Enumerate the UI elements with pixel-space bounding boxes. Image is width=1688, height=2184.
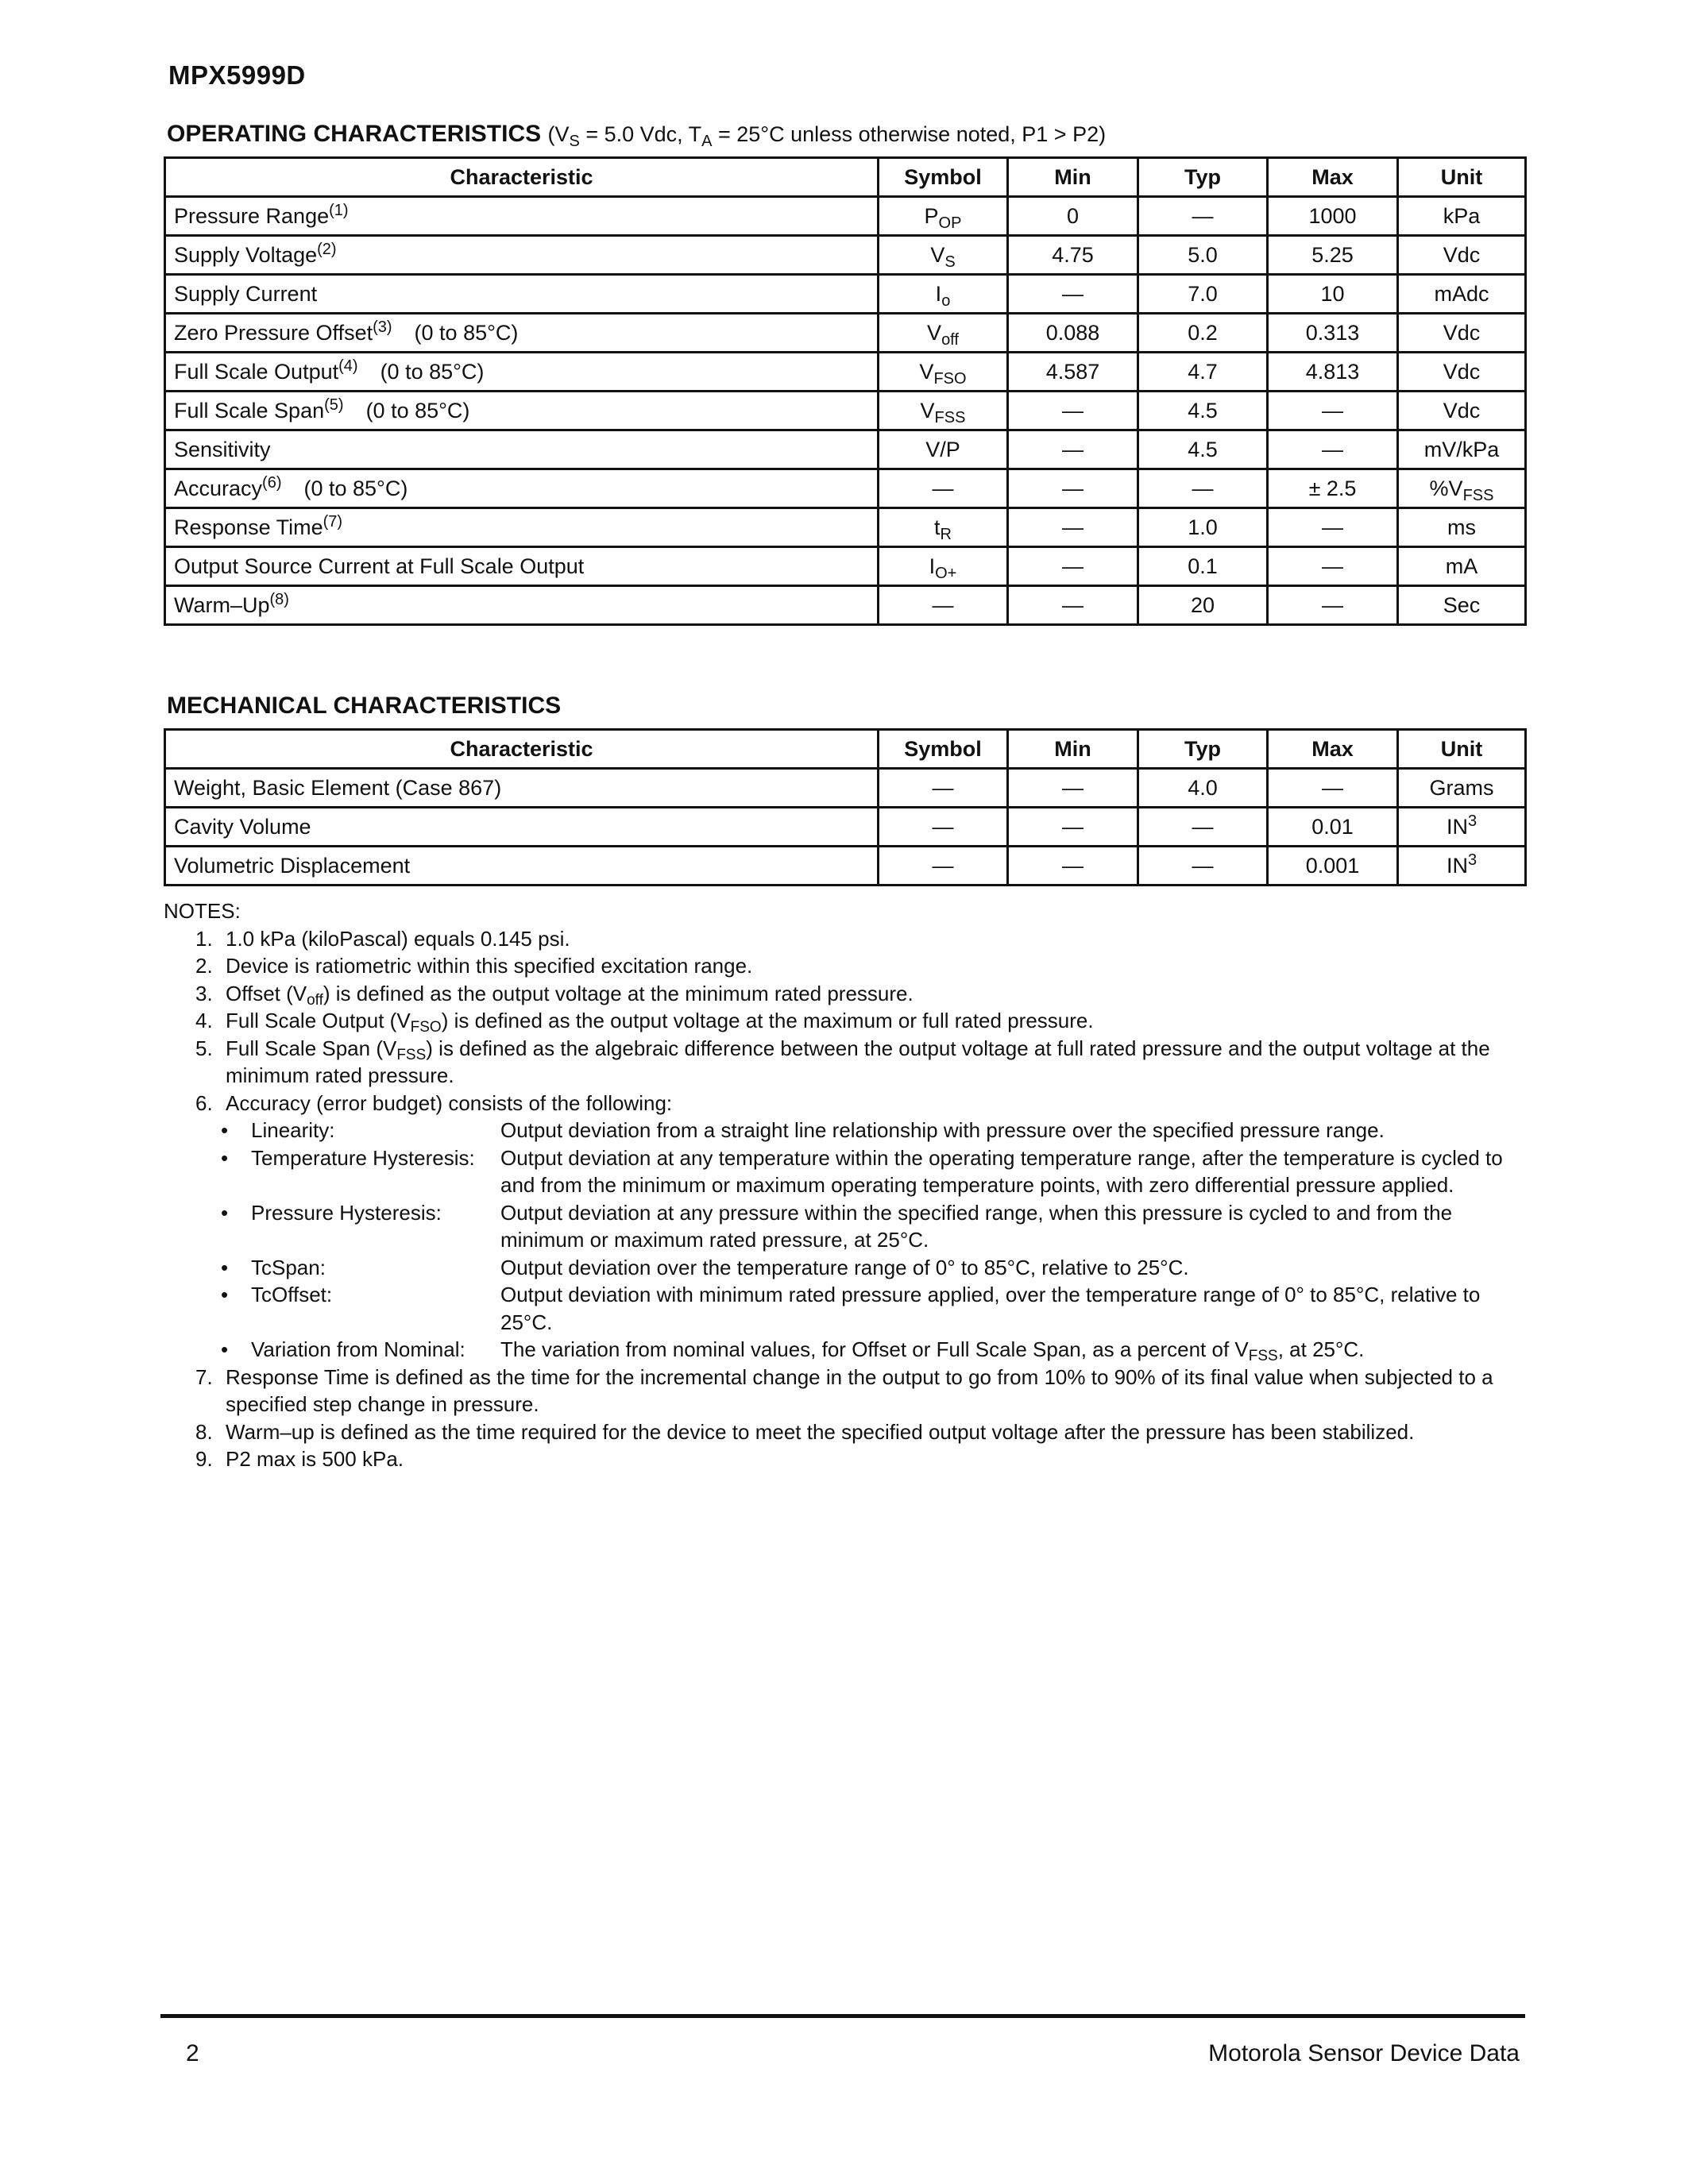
unit-cell: mAdc	[1398, 275, 1526, 314]
symbol-cell: —	[879, 469, 1008, 508]
note-8: 8. Warm–up is defined as the time required for the device to meet the specified output voltage after the pressure has been stabilized.	[195, 1419, 1415, 1444]
symbol-cell: $I_o$	[879, 275, 1008, 314]
accuracy-description: Output deviation over the temperature range of 0° to 85°C, relative to 25°C.	[500, 1255, 1189, 1279]
notes-section	[164, 897, 1530, 1473]
max-cell: —	[1268, 430, 1398, 469]
characteristic-cell: Warm–Up$^{(8)}$	[165, 586, 879, 625]
max-cell: —	[1268, 586, 1398, 625]
accuracy-nominal-list	[164, 1336, 1530, 1364]
symbol-cell: —	[879, 847, 1008, 886]
note-4: 4. Full Scale Output $(V_{FSO})$ is defined as the output voltage at the maximum or full rated pressure.	[195, 1009, 1094, 1036]
note-6: 6. Accuracy (error budget) consists of the following:	[195, 1090, 673, 1115]
characteristic-cell: Cavity Volume	[165, 808, 879, 847]
column-header: Max	[1268, 158, 1398, 197]
note-2: 2. Device is ratiometric within this specified excitation range.	[195, 954, 753, 978]
min-cell: —	[1008, 769, 1138, 808]
accuracy-description: Output deviation with minimum rated pressure applied, over the temperature range of 0° to 85°C, relative to 25°C.	[500, 1283, 1481, 1334]
table-header-row	[165, 730, 1526, 769]
table-row	[165, 392, 1526, 430]
unit-cell: $\%V_{FSS}$	[1398, 469, 1526, 508]
unit-cell: ms	[1398, 508, 1526, 547]
operating-conditions: ($V_S = 5.0$ Vdc, $T_A = 25^\circ C$ unless otherwise noted, P1 > P2)	[547, 122, 1107, 150]
symbol-cell: $P_{OP}$	[879, 197, 1008, 236]
max-cell: 5.25	[1268, 236, 1398, 275]
characteristic-cell: Full Scale Span$^{(5)}$ (0 to 85°C)	[165, 392, 879, 430]
notes-list	[164, 925, 1530, 1117]
column-header: Characteristic	[165, 158, 879, 197]
table-row	[165, 275, 1526, 314]
accuracy-term: Variation from Nominal:	[251, 1337, 465, 1361]
mechanical-characteristics-heading: MECHANICAL CHARACTERISTICS	[167, 693, 562, 719]
notes-list-continued	[164, 1364, 1530, 1473]
typ-cell: —	[1138, 469, 1268, 508]
symbol-cell: —	[879, 808, 1008, 847]
typ-cell: 1.0	[1138, 508, 1268, 547]
unit-cell: Vdc	[1398, 236, 1526, 275]
max-cell: —	[1268, 508, 1398, 547]
accuracy-item-nominal	[164, 1336, 1530, 1364]
typ-cell: 7.0	[1138, 275, 1268, 314]
bullet-dot: •	[221, 1283, 229, 1306]
accuracy-item	[164, 1281, 1530, 1336]
symbol-cell: —	[879, 586, 1008, 625]
typ-cell: —	[1138, 197, 1268, 236]
max-cell: 1000	[1268, 197, 1398, 236]
mechanical-characteristics-table	[164, 728, 1527, 886]
unit-cell: Vdc	[1398, 314, 1526, 353]
min-cell: 4.75	[1008, 236, 1138, 275]
unit-cell: Vdc	[1398, 392, 1526, 430]
table-row	[165, 547, 1526, 586]
characteristic-cell: Supply Voltage$^{(2)}$	[165, 236, 879, 275]
footer-divider	[160, 2014, 1525, 2018]
table-row	[165, 430, 1526, 469]
characteristic-cell: Response Time$^{(7)}$	[165, 508, 879, 547]
characteristic-cell: Pressure Range$^{(1)}$	[165, 197, 879, 236]
note-1: 1. 1.0 kPa (kiloPascal) equals 0.145 psi.	[195, 926, 570, 951]
typ-cell: 4.7	[1138, 353, 1268, 392]
min-cell: —	[1008, 275, 1138, 314]
symbol-cell: $I_{O+}$	[879, 547, 1008, 586]
operating-characteristics-heading	[167, 121, 1106, 151]
characteristic-cell: Supply Current	[165, 275, 879, 314]
notes-title: NOTES:	[164, 899, 241, 923]
note-9: 9. P2 max is 500 kPa.	[195, 1447, 404, 1471]
typ-cell: 5.0	[1138, 236, 1268, 275]
characteristic-cell: Full Scale Output$^{(4)}$ (0 to 85°C)	[165, 353, 879, 392]
accuracy-term: TcSpan:	[251, 1255, 326, 1279]
symbol-cell: $V_{off}$	[879, 314, 1008, 353]
accuracy-description: Output deviation from a straight line relationship with pressure over the specified pressure range.	[500, 1118, 1385, 1142]
accuracy-components-list	[164, 1117, 1530, 1336]
min-cell: —	[1008, 586, 1138, 625]
accuracy-description: The variation from nominal values, for Offset or Full Scale Span, as a percent of $V_{FSS}$, at 25°C.	[500, 1337, 1365, 1364]
symbol-cell: $V_S$	[879, 236, 1008, 275]
note-7: 7. Response Time is defined as the time for the incremental change in the output to go from 10% to 90% of its final value when subjected to a specified step change in pressure.	[195, 1364, 1493, 1416]
unit-cell: mV/kPa	[1398, 430, 1526, 469]
operating-heading-text: OPERATING CHARACTERISTICS	[167, 121, 542, 147]
bullet-dot: •	[221, 1337, 229, 1361]
symbol-cell: —	[879, 769, 1008, 808]
min-cell: 0	[1008, 197, 1138, 236]
min-cell: —	[1008, 430, 1138, 469]
typ-cell: —	[1138, 847, 1268, 886]
note-3: 3. Offset $(V_{off})$ is defined as the output voltage at the minimum rated pressure.	[195, 981, 914, 1009]
unit-cell: Vdc	[1398, 353, 1526, 392]
min-cell: —	[1008, 808, 1138, 847]
unit-cell: mA	[1398, 547, 1526, 586]
unit-cell: $IN^3$	[1398, 808, 1526, 847]
table-row	[165, 314, 1526, 353]
column-header: Typ	[1138, 730, 1268, 769]
typ-cell: 4.5	[1138, 392, 1268, 430]
max-cell: —	[1268, 392, 1398, 430]
max-cell: 4.813	[1268, 353, 1398, 392]
accuracy-term: Pressure Hysteresis:	[251, 1200, 442, 1225]
min-cell: —	[1008, 847, 1138, 886]
characteristic-cell: Sensitivity	[165, 430, 879, 469]
page-number: 2	[186, 2040, 199, 2066]
operating-characteristics-table	[164, 156, 1527, 626]
accuracy-description: Output deviation at any temperature within the operating temperature range, after the temperature is cycled to and from the minimum or maximum operating temperature points, with zero differential pressure applied.	[500, 1145, 1503, 1197]
min-cell: —	[1008, 469, 1138, 508]
table-row	[165, 236, 1526, 275]
unit-cell: $IN^3$	[1398, 847, 1526, 886]
max-cell: 0.313	[1268, 314, 1398, 353]
accuracy-term: Temperature Hysteresis:	[251, 1145, 475, 1170]
accuracy-term: TcOffset:	[251, 1283, 333, 1306]
column-header: Min	[1008, 158, 1138, 197]
typ-cell: 20	[1138, 586, 1268, 625]
symbol-cell: $V_{FSO}$	[879, 353, 1008, 392]
max-cell: —	[1268, 769, 1398, 808]
column-header: Max	[1268, 730, 1398, 769]
operating-table-body	[165, 197, 1526, 625]
max-cell: —	[1268, 547, 1398, 586]
table-row	[165, 469, 1526, 508]
max-cell: 0.01	[1268, 808, 1398, 847]
max-cell: 0.001	[1268, 847, 1398, 886]
publication-name: Motorola Sensor Device Data	[1208, 2040, 1520, 2066]
table-row	[165, 508, 1526, 547]
accuracy-item	[164, 1254, 1530, 1282]
symbol-cell: $V_{FSS}$	[879, 392, 1008, 430]
unit-cell: Grams	[1398, 769, 1526, 808]
max-cell: ± 2.5	[1268, 469, 1398, 508]
column-header: Unit	[1398, 158, 1526, 197]
characteristic-cell: Output Source Current at Full Scale Output	[165, 547, 879, 586]
typ-cell: —	[1138, 808, 1268, 847]
accuracy-item	[164, 1117, 1530, 1144]
bullet-dot: •	[221, 1200, 229, 1225]
characteristic-cell: Accuracy$^{(6)}$ (0 to 85°C)	[165, 469, 879, 508]
typ-cell: 0.1	[1138, 547, 1268, 586]
table-row	[165, 197, 1526, 236]
bullet-dot: •	[221, 1145, 229, 1170]
document-title: MPX5999D	[168, 60, 306, 90]
characteristic-cell: Zero Pressure Offset$^{(3)}$ (0 to 85°C)	[165, 314, 879, 353]
column-header: Typ	[1138, 158, 1268, 197]
column-header: Unit	[1398, 730, 1526, 769]
max-cell: 10	[1268, 275, 1398, 314]
note-5: 5. Full Scale Span $(V_{FSS})$ is defined as the algebraic difference between the output voltage at full rated pressure and the output voltage at the minimum rated pressure.	[195, 1036, 1490, 1087]
characteristic-cell: Weight, Basic Element (Case 867)	[165, 769, 879, 808]
bullet-dot: •	[221, 1118, 229, 1142]
accuracy-item	[164, 1199, 1530, 1254]
bullet-dot: •	[221, 1255, 229, 1279]
typ-cell: 4.0	[1138, 769, 1268, 808]
accuracy-description: Output deviation at any pressure within the specified range, when this pressure is cycled to and from the minimum or maximum rated pressure, at 25°C.	[500, 1200, 1453, 1252]
unit-cell: Sec	[1398, 586, 1526, 625]
table-row	[165, 586, 1526, 625]
unit-cell: kPa	[1398, 197, 1526, 236]
table-row	[165, 769, 1526, 808]
characteristic-cell: Volumetric Displacement	[165, 847, 879, 886]
column-header: Symbol	[879, 158, 1008, 197]
typ-cell: 4.5	[1138, 430, 1268, 469]
column-header: Min	[1008, 730, 1138, 769]
table-row	[165, 808, 1526, 847]
symbol-cell: $t_R$	[879, 508, 1008, 547]
min-cell: —	[1008, 392, 1138, 430]
typ-cell: 0.2	[1138, 314, 1268, 353]
accuracy-item	[164, 1144, 1530, 1199]
table-row	[165, 353, 1526, 392]
table-header-row	[165, 158, 1526, 197]
column-header: Symbol	[879, 730, 1008, 769]
min-cell: —	[1008, 508, 1138, 547]
min-cell: 0.088	[1008, 314, 1138, 353]
min-cell: 4.587	[1008, 353, 1138, 392]
symbol-cell: V/P	[879, 430, 1008, 469]
min-cell: —	[1008, 547, 1138, 586]
accuracy-term: Linearity:	[251, 1118, 335, 1142]
column-header: Characteristic	[165, 730, 879, 769]
table-row	[165, 847, 1526, 886]
mechanical-table-body	[165, 769, 1526, 886]
